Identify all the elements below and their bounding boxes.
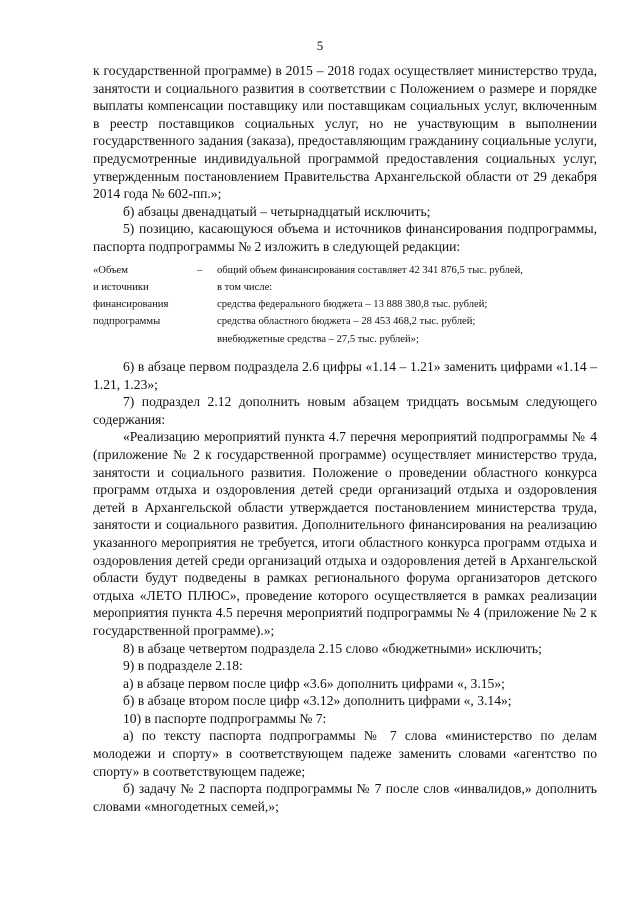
financing-table-label: «Объем и источники финансирования подпрограммы (93, 264, 169, 328)
paragraph-item-7: 7) подраздел 2.12 дополнить новым абзацем тридцать восьмым следующего содержания: (93, 394, 597, 427)
financing-table-dash: – (197, 264, 203, 276)
paragraph-item-5: 5) позицию, касающуюся объема и источников финансирования подпрограммы, паспорта подпрограммы № 2 изложить в следующей редакции: (93, 221, 597, 254)
paragraph-item-10b: б) задачу № 2 паспорта подпрограммы № 7 после слов «инвалидов,» дополнить словами «многодетных семей,»; (93, 781, 597, 814)
paragraph-continuation: к государственной программе) в 2015 – 2018 годах осуществляет министерство труда, занятости и социального развития в соответствии с Положением о размере и порядке выплаты компенсации поставщику или поставщикам социальных услуг, включенным в реестр поставщиков социальных услуг, но не участвующим в выполнении государственного задания (заказа), предоставляющим гражданину социальные услуги, предусмотренные индивидуальной программой предоставления социальных услуг, утвержденным постановлением Правительства Архангельской области от 29 декабря 2014 года № 602-пп.»; (93, 63, 597, 202)
financing-table-text: общий объем финансирования составляет 42 341 876,5 тыс. рублей, в том числе: средства федерального бюджета – 13 888 380,8 тыс. рублей; средства областного бюджета – 28 453 468,2 тыс. рублей; внебюджетные средства – 27,5 тыс. рублей»; (217, 264, 523, 345)
paragraph-item-10a: а) по тексту паспорта подпрограммы № 7 слова «министерство по делам молодежи и спорту» в соответствующем падеже заменить словами «агентство по спорту» в соответствующем падеже; (93, 728, 597, 779)
paragraph-item-b: б) абзацы двенадцатый – четырнадцатый исключить; (123, 203, 431, 219)
financing-table (93, 262, 597, 348)
paragraph-item-10: 10) в паспорте подпрограммы № 7: (123, 710, 327, 726)
page-number: 5 (316, 38, 324, 53)
document-body (93, 62, 597, 815)
paragraph-item-9b: б) в абзаце втором после цифр «3.12» дополнить цифрами «, 3.14»; (123, 693, 512, 709)
paragraph-item-9a: а) в абзаце первом после цифр «3.6» дополнить цифрами «, 3.15»; (123, 675, 505, 691)
paragraph-item-6: 6) в абзаце первом подраздела 2.6 цифры «1.14 – 1.21» заменить цифрами «1.14 – 1.21, 1.23»; (93, 359, 597, 392)
paragraph-quote: «Реализацию мероприятий пункта 4.7 перечня мероприятий подпрограммы № 4 (приложение № 2 к государственной программе) осуществляет министерство труда, занятости и социального развития. Положение о проведении областного конкурса программ отдыха и оздоровления детей среди организаций отдыха и оздоровления детей в Архангельской области утверждается постановлением министерства труда, занятости и социального развития. Дополнительного финансирования на реализацию указанного мероприятия не требуется, итоги областного конкурса программ отдыха и оздоровления детей среди организаций отдыха и оздоровления детей в Архангельской области будут подведены в рамках регионального форума организаторов детского отдыха «ЛЕТО ПЛЮС», проведение которого осуществляется в рамках реализации мероприятия пункта 4.5 перечня мероприятий подпрограммы № 4 (приложение № 2 к государственной программе).»; (93, 429, 597, 638)
paragraph-item-9: 9) в подразделе 2.18: (123, 658, 243, 674)
paragraph-item-8: 8) в абзаце четвертом подраздела 2.15 слово «бюджетными» исключить; (123, 640, 542, 656)
